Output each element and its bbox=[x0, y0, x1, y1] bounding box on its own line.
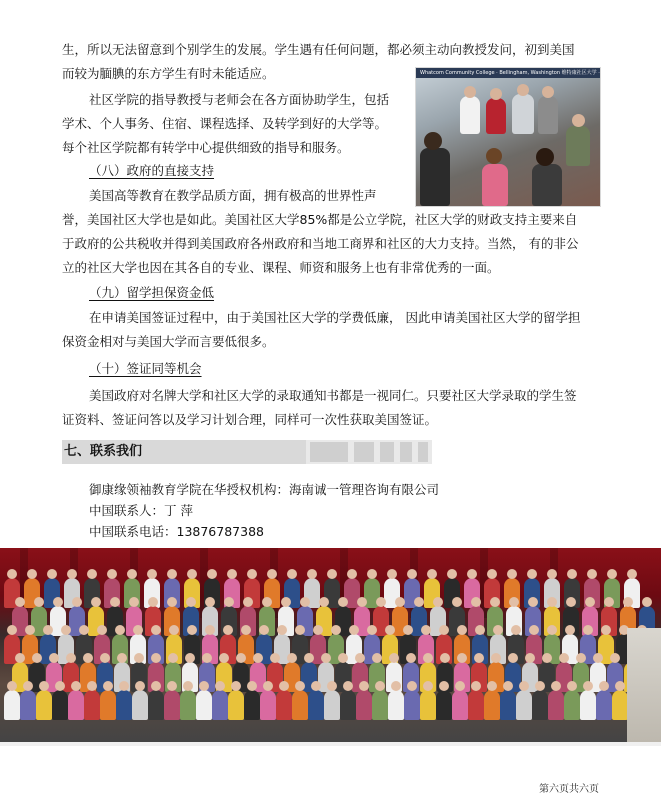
crowd-person bbox=[148, 690, 164, 720]
crowd-person bbox=[372, 690, 388, 720]
students-photo bbox=[415, 67, 622, 207]
crowd-person bbox=[516, 690, 532, 720]
section-9-heading: （九）留学担保资金低 bbox=[89, 285, 215, 300]
crowd-person bbox=[4, 690, 20, 720]
crowd-person bbox=[212, 690, 228, 720]
crowd-person bbox=[180, 690, 196, 720]
group-photo bbox=[0, 548, 661, 742]
photo-caption: Whatcom Community College · Bellingham, Washington 维特康社区大学 · 华盛顿州 bbox=[416, 68, 600, 78]
crowd-person bbox=[420, 690, 436, 720]
crowd-person bbox=[52, 690, 68, 720]
intro-line-1: 生，所以无法留意到个别学生的发展。学生遇有任何问题，都必须主动向教授发问，初到美国 bbox=[62, 42, 575, 57]
crowd-person bbox=[436, 690, 452, 720]
crowd-person bbox=[452, 690, 468, 720]
section-8-line-3: 于政府的公共税收并得到美国政府各州政府和当地工商界和社区的大力支持。当然， 有的非公 bbox=[62, 236, 579, 251]
crowd-person bbox=[324, 690, 340, 720]
crowd-person bbox=[20, 690, 36, 720]
crowd-person bbox=[36, 690, 52, 720]
section-9-line-2: 保资金相对与美国大学而言要低很多。 bbox=[62, 334, 275, 349]
crowd-person bbox=[116, 690, 132, 720]
intro-line-2: 而较为腼腆的东方学生有时未能适应。 bbox=[62, 66, 275, 81]
crowd-person bbox=[244, 690, 260, 720]
crowd-person bbox=[580, 690, 596, 720]
crowd-person bbox=[260, 690, 276, 720]
section-8-line-1: 美国高等教育在教学品质方面，拥有极高的世界性声 bbox=[89, 188, 377, 203]
crowd-person bbox=[356, 690, 372, 720]
crowd-person bbox=[276, 690, 292, 720]
crowd-person bbox=[84, 690, 100, 720]
section-10-line-2: 证资料、签证问答以及学习计划合理，同样可一次性获取美国签证。 bbox=[62, 412, 438, 427]
section-8-line-2: 誉，美国社区大学也是如此。美国社区大学85%都是公立学院，社区大学的财政支持主要来自 bbox=[62, 212, 578, 227]
advisors-line-3: 每个社区学院都有转学中心提供细致的指导和服务。 bbox=[62, 140, 350, 155]
section-10-heading: （十）签证同等机会 bbox=[89, 361, 202, 376]
contact-person: 中国联系人：丁 萍 bbox=[89, 503, 193, 518]
section-9-line-1: 在申请美国签证过程中，由于美国社区大学的学费低廉， 因此申请美国社区大学的留学担 bbox=[89, 310, 581, 325]
crowd-person bbox=[484, 690, 500, 720]
section-10-line-1: 美国政府对名牌大学和社区大学的录取通知书都是一视同仁。只要社区大学录取的学生签 bbox=[89, 388, 577, 403]
contact-section-title: 七、联系我们 bbox=[64, 444, 143, 459]
crowd-person bbox=[68, 690, 84, 720]
page-number: 第六页共六页 bbox=[539, 784, 599, 795]
crowd-person bbox=[564, 690, 580, 720]
crowd-person bbox=[548, 690, 564, 720]
crowd-person bbox=[292, 690, 308, 720]
crowd-person bbox=[100, 690, 116, 720]
photo-bottom-strip bbox=[0, 742, 661, 746]
crowd-person bbox=[340, 690, 356, 720]
crowd-person bbox=[596, 690, 612, 720]
crowd-person bbox=[308, 690, 324, 720]
section-8-heading: （八）政府的直接支持 bbox=[89, 163, 215, 178]
crowd-person bbox=[612, 690, 628, 720]
contact-phone: 中国联系电话：13876787388 bbox=[89, 524, 264, 539]
section-8-line-4: 立的社区大学也因在其各自的专业、课程、师资和服务上也有非常优秀的一面。 bbox=[62, 260, 500, 275]
crowd-person bbox=[132, 690, 148, 720]
crowd-person bbox=[404, 690, 420, 720]
contact-org: 御康缘领袖教育学院在华授权机构：海南诚一管理咨询有限公司 bbox=[89, 482, 440, 497]
crowd-person bbox=[468, 690, 484, 720]
crowd-person bbox=[228, 690, 244, 720]
crowd-person bbox=[196, 690, 212, 720]
crowd-person bbox=[532, 690, 548, 720]
advisors-line-1: 社区学院的指导教授与老师会在各方面协助学生，包括 bbox=[89, 92, 390, 107]
crowd-person bbox=[164, 690, 180, 720]
advisors-line-2: 学术、个人事务、住宿、课程选择、及转学到好的大学等。 bbox=[62, 116, 388, 131]
crowd-person bbox=[500, 690, 516, 720]
crowd-person bbox=[388, 690, 404, 720]
